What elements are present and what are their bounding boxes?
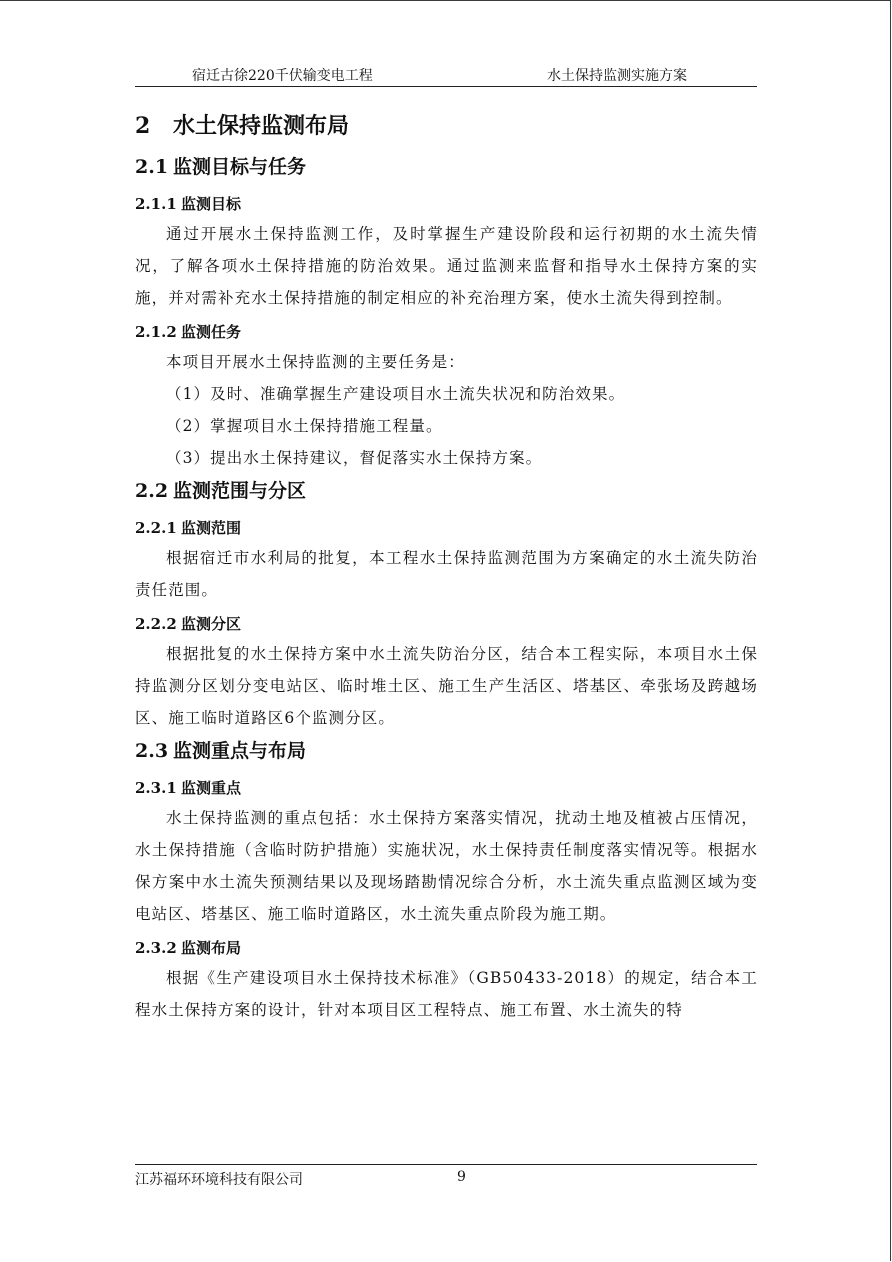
section-title: 水土保持监测布局	[173, 113, 350, 139]
section-title: 监测目标	[181, 195, 242, 213]
paragraph-monitoring-zones: 根据批复的水土保持方案中水土流失防治分区，结合本工程实际，本项目水土保持监测分区划分变电站区、临时堆土区、施工生产生活区、塔基区、牵张场及跨越场区、施工临时道路区6个监测分区。	[135, 645, 758, 727]
section-heading-2-1-2	[135, 318, 758, 346]
section-number: 2.2.1	[135, 519, 177, 537]
section-heading-2-2-1	[135, 514, 758, 542]
paragraph-monitoring-scope: 根据宿迁市水利局的批复，本工程水土保持监测范围为方案确定的水土流失防治责任范围。	[135, 549, 758, 599]
page-content	[135, 100, 758, 1026]
section-title: 监测范围与分区	[173, 480, 307, 502]
paragraph-tasks-intro: 本项目开展水土保持监测的主要任务是：	[166, 353, 465, 371]
page-header	[135, 62, 757, 87]
task-item: （1）及时、准确掌握生产建设项目水土流失状况和防治效果。	[166, 385, 626, 403]
section-number: 2.1	[135, 156, 169, 178]
header-document-title: 水土保持监测实施方案	[547, 68, 687, 84]
section-title: 监测分区	[181, 615, 242, 633]
task-item: （3）提出水土保持建议，督促落实水土保持方案。	[166, 449, 543, 467]
task-item: （2）掌握项目水土保持措施工程量。	[166, 417, 443, 435]
section-number: 2	[135, 113, 151, 139]
section-heading-2-2-2	[135, 610, 758, 638]
section-number: 2.1.1	[135, 195, 177, 213]
page-number: 9	[457, 1169, 466, 1185]
section-title: 监测目标与任务	[173, 156, 307, 178]
section-heading-2-3-1	[135, 774, 758, 802]
section-heading-2-3-2	[135, 934, 758, 962]
section-title: 监测范围	[181, 519, 242, 537]
page-footer	[135, 1164, 757, 1193]
section-number: 2.2	[135, 480, 169, 502]
section-title: 监测重点	[181, 779, 242, 797]
section-title: 监测重点与布局	[173, 740, 307, 762]
section-heading-2-1	[135, 150, 758, 190]
paragraph-monitoring-layout: 根据《生产建设项目水土保持技术标准》（GB50433-2018）的规定，结合本工程水土保持方案的设计，针对本项目区工程特点、施工布置、水土流失的特	[135, 969, 758, 1019]
section-title: 监测布局	[181, 939, 242, 957]
section-heading-2	[135, 112, 758, 150]
paragraph-monitoring-focus: 水土保持监测的重点包括：水土保持方案落实情况，扰动土地及植被占压情况，水土保持措施（含临时防护措施）实施状况，水土保持责任制度落实情况等。根据水保方案中水土流失预测结果以及现场踏勘情况综合分析，水土流失重点监测区域为变电站区、塔基区、施工临时道路区，水土流失重点阶段为施工期。	[135, 809, 758, 923]
section-number: 2.3.2	[135, 939, 177, 957]
footer-company: 江苏福环环境科技有限公司	[135, 1172, 303, 1188]
section-heading-2-2	[135, 474, 758, 514]
section-number: 2.3.1	[135, 779, 177, 797]
header-project-title: 宿迁古徐220千伏输变电工程	[192, 68, 373, 84]
section-heading-2-1-1	[135, 190, 758, 218]
paragraph-monitoring-objective: 通过开展水土保持监测工作，及时掌握生产建设阶段和运行初期的水土流失情况，了解各项水土保持措施的防治效果。通过监测来监督和指导水土保持方案的实施，并对需补充水土保持措施的制定相应的补充治理方案，使水土流失得到控制。	[135, 225, 758, 307]
section-number: 2.2.2	[135, 615, 177, 633]
section-title: 监测任务	[181, 323, 242, 341]
section-number: 2.1.2	[135, 323, 177, 341]
section-number: 2.3	[135, 740, 169, 762]
section-heading-2-3	[135, 734, 758, 774]
